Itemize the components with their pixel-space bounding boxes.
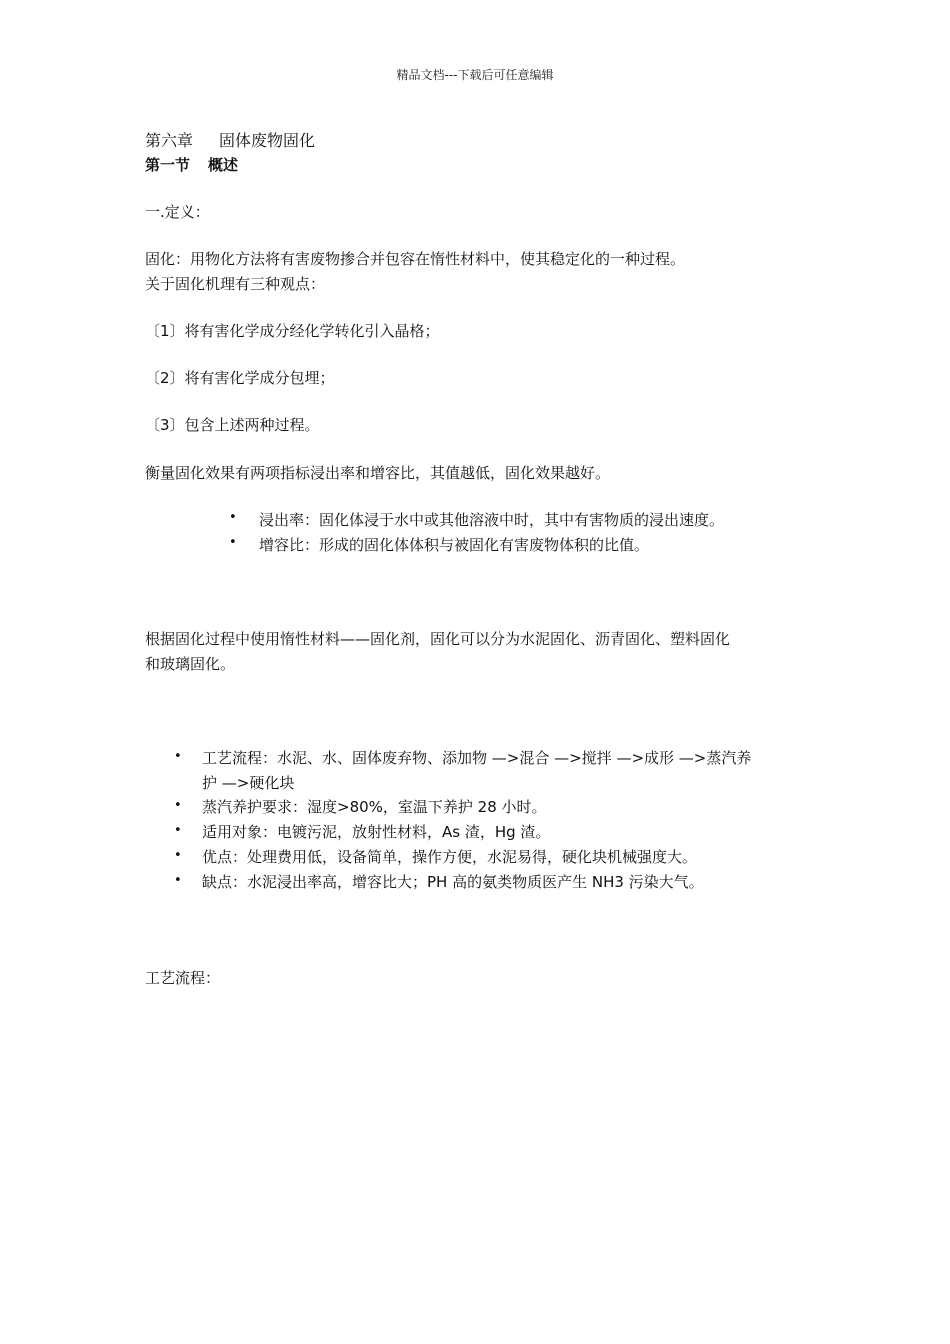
cement-process-cont: 护 —>硬化块 xyxy=(202,774,295,792)
bullet-marker: • xyxy=(174,873,182,888)
classification-line: 根据固化过程中使用惰性材料——固化剂，固化可以分为水泥固化、沥青固化、塑料固化 xyxy=(145,630,731,648)
metrics-intro: 衡量固化效果有两项指标浸出率和增容比，其值越低，固化效果越好。 xyxy=(145,464,611,482)
cement-process: 工艺流程：水泥、水、固体废弃物、添加物 —>混合 —>搅拌 —>成形 —>蒸汽养 xyxy=(202,749,752,767)
chapter-number: 第六章 xyxy=(145,131,194,150)
chapter-title: 固体废物固化 xyxy=(219,131,316,150)
cement-targets: 适用对象：电镀污泥，放射性材料，As 渣，Hg 渣。 xyxy=(202,823,551,841)
mechanism-item: 〔2〕将有害化学成分包埋； xyxy=(145,369,335,387)
definition-text: 固化：用物化方法将有害废物掺合并包容在惰性材料中，使其稳定化的一种过程。 xyxy=(145,250,686,268)
mechanism-item: 〔1〕将有害化学成分经化学转化引入晶格； xyxy=(145,322,440,340)
bullet-marker: • xyxy=(229,510,237,525)
bullet-marker: • xyxy=(174,823,182,838)
process-heading: 工艺流程： xyxy=(145,969,221,987)
metric-volume-ratio: 增容比：形成的固化体体积与被固化有害废物体积的比值。 xyxy=(259,536,650,554)
metric-leaching-rate: 浸出率：固化体浸于水中或其他溶液中时，其中有害物质的浸出速度。 xyxy=(259,511,725,529)
cement-cons: 缺点：水泥浸出率高，增容比大；PH 高的氨类物质医产生 NH3 污染大气。 xyxy=(202,873,704,891)
cement-pros: 优点：处理费用低，设备简单，操作方便，水泥易得，硬化块机械强度大。 xyxy=(202,848,698,866)
mechanism-intro: 关于固化机理有三种观点： xyxy=(145,275,326,293)
bullet-marker: • xyxy=(174,848,182,863)
bullet-marker: • xyxy=(174,798,182,813)
section-title: 概述 xyxy=(208,156,239,174)
chapter-heading xyxy=(145,128,315,151)
section-heading xyxy=(145,154,238,175)
mechanism-item: 〔3〕包含上述两种过程。 xyxy=(145,416,320,434)
cement-curing: 蒸汽养护要求：湿度>80%，室温下养护 28 小时。 xyxy=(202,798,547,816)
definition-heading: 一.定义： xyxy=(145,203,210,221)
page-header: 精品文档---下载后可任意编辑 xyxy=(396,68,554,82)
section-number: 第一节 xyxy=(145,156,191,174)
bullet-marker: • xyxy=(229,535,237,550)
classification-line: 和玻璃固化。 xyxy=(145,655,236,673)
bullet-marker: • xyxy=(174,749,182,764)
